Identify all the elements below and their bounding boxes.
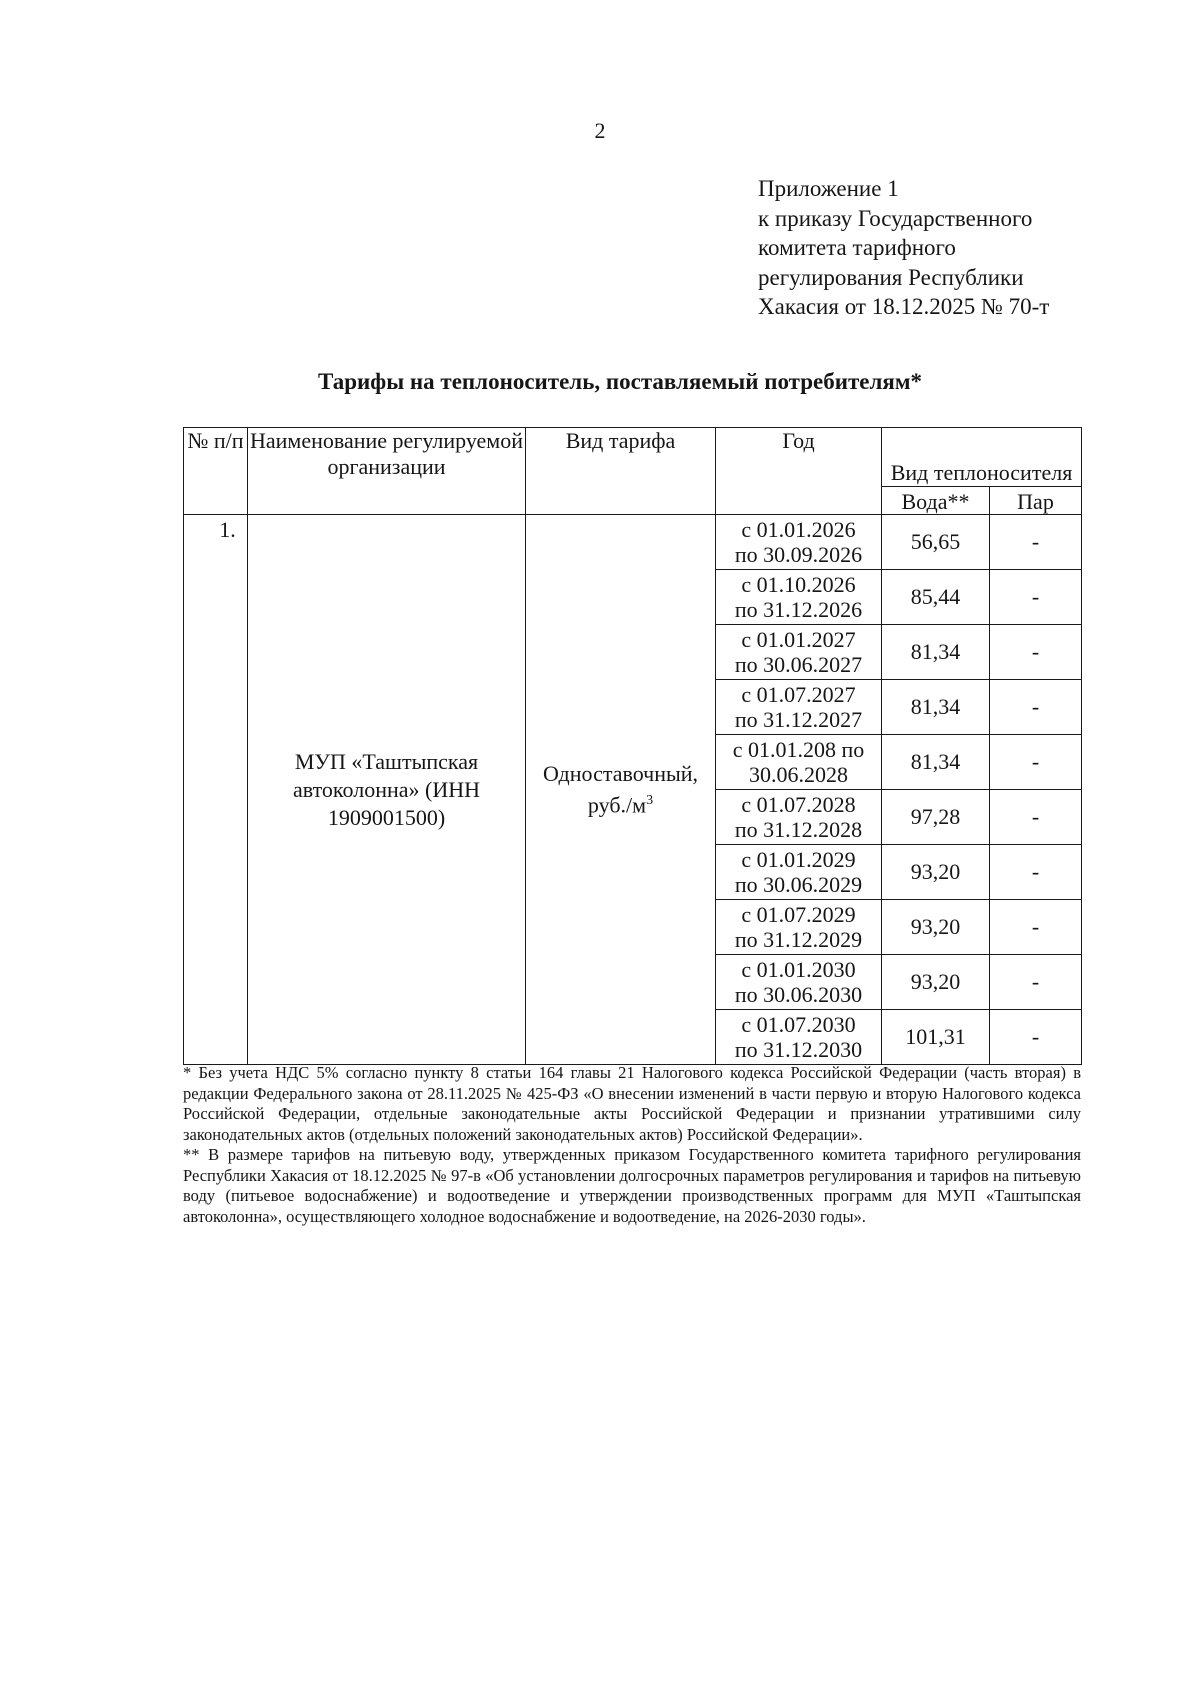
period-start: с 01.01.2030: [741, 957, 856, 982]
period-end: по 31.12.2029: [734, 927, 863, 952]
water-tariff: 93,20: [882, 955, 990, 1010]
period-end: по 31.12.2030: [734, 1037, 863, 1062]
water-tariff: 93,20: [882, 900, 990, 955]
appendix-line: Приложение 1: [758, 176, 899, 201]
period-cell: [716, 625, 882, 680]
steam-tariff: -: [990, 735, 1082, 790]
tariff-type-superscript: 3: [646, 793, 654, 809]
footnote-vat: * Без учета НДС 5% согласно пункту 8 статьи 164 главы 21 Налогового кодекса Российской Федерации (часть вторая) в редакции Федерального закона от 28.11.2025 № 425-ФЗ «О внесении изменений в части первую и вторую Налогового кодекса Российской Федерации, отдельные законодательные акты Российской Федерации и признании утратившими силу законодательных актов (отдельных положений законодательных актов) Российской Федерации».: [183, 1063, 1081, 1144]
period-end: по 30.06.2029: [734, 872, 863, 897]
header-num: № п/п: [184, 428, 248, 515]
period-end: 30.06.2028: [749, 762, 848, 787]
water-tariff: 97,28: [882, 790, 990, 845]
period-start: с 01.01.2027: [741, 627, 856, 652]
period-cell: [716, 735, 882, 790]
steam-tariff: -: [990, 625, 1082, 680]
appendix-line: комитета тарифного: [758, 235, 956, 260]
steam-tariff: -: [990, 680, 1082, 735]
table-row: [184, 515, 1082, 570]
steam-tariff: -: [990, 790, 1082, 845]
appendix-block: [758, 174, 1118, 322]
period-start: с 01.07.2030: [741, 1012, 856, 1037]
header-steam: Пар: [990, 486, 1082, 514]
tariff-type: [526, 515, 716, 1065]
document-title: Тарифы на теплоноситель, поставляемый потребителям*: [317, 369, 923, 394]
water-tariff: 101,31: [882, 1010, 990, 1065]
footnotes: [183, 1063, 1081, 1227]
organization-name: МУП «Таштыпская автоколонна» (ИНН 1909001500): [248, 515, 526, 1065]
period-start: с 01.07.2028: [741, 792, 856, 817]
water-tariff: 56,65: [882, 515, 990, 570]
header-coolant-type: Вид теплоносителя: [882, 428, 1082, 487]
period-end: по 31.12.2028: [734, 817, 863, 842]
header-water: Вода**: [882, 486, 990, 514]
period-cell: [716, 790, 882, 845]
appendix-line: к приказу Государственного: [758, 205, 1033, 231]
period-end: по 30.06.2030: [734, 982, 863, 1007]
header-tariff-type: Вид тарифа: [526, 428, 716, 515]
period-cell: [716, 900, 882, 955]
tariff-type-text: Одноставочный, руб./м: [542, 761, 699, 818]
steam-tariff: -: [990, 900, 1082, 955]
header-year: Год: [716, 428, 882, 515]
steam-tariff: -: [990, 1010, 1082, 1065]
appendix-line: регулирования Республики: [758, 264, 1024, 290]
water-tariff: 81,34: [882, 735, 990, 790]
page-number: 2: [594, 118, 606, 143]
tariff-table: [183, 427, 1082, 1065]
tariff-table-body: [184, 515, 1082, 1065]
water-tariff: 81,34: [882, 625, 990, 680]
period-cell: [716, 570, 882, 625]
period-cell: [716, 515, 882, 570]
period-start: с 01.07.2029: [741, 902, 856, 927]
period-start: с 01.01.208 по: [732, 737, 865, 762]
steam-tariff: -: [990, 845, 1082, 900]
steam-tariff: -: [990, 570, 1082, 625]
period-cell: [716, 1010, 882, 1065]
period-start: с 01.01.2026: [741, 517, 856, 542]
water-tariff: 93,20: [882, 845, 990, 900]
period-end: по 30.09.2026: [734, 542, 863, 567]
header-organization: Наименование регулируемой организации: [248, 428, 526, 515]
period-end: по 30.06.2027: [734, 652, 863, 677]
water-tariff: 85,44: [882, 570, 990, 625]
period-start: с 01.01.2029: [741, 847, 856, 872]
period-end: по 31.12.2027: [734, 707, 863, 732]
appendix-line: Хакасия от 18.12.2025 № 70-т: [758, 294, 1050, 319]
period-start: с 01.07.2027: [741, 682, 856, 707]
footnote-drinking-water: ** В размере тарифов на питьевую воду, утвержденных приказом Государственного комитета тарифного регулирования Республики Хакасия от 18.12.2025 № 97-в «Об установлении долгосрочных параметров регулирования и тарифов на питьевую воду (питьевое водоснабжение) и водоотведение и утверждении производственных программ для МУП «Таштыпская автоколонна», осуществляющего холодное водоснабжение и водоотведение, на 2026-2030 годы».: [183, 1145, 1081, 1226]
period-end: по 31.12.2026: [734, 597, 863, 622]
row-number: 1.: [184, 515, 248, 1065]
period-cell: [716, 680, 882, 735]
period-start: с 01.10.2026: [741, 572, 856, 597]
steam-tariff: -: [990, 955, 1082, 1010]
period-cell: [716, 955, 882, 1010]
steam-tariff: -: [990, 515, 1082, 570]
period-cell: [716, 845, 882, 900]
water-tariff: 81,34: [882, 680, 990, 735]
